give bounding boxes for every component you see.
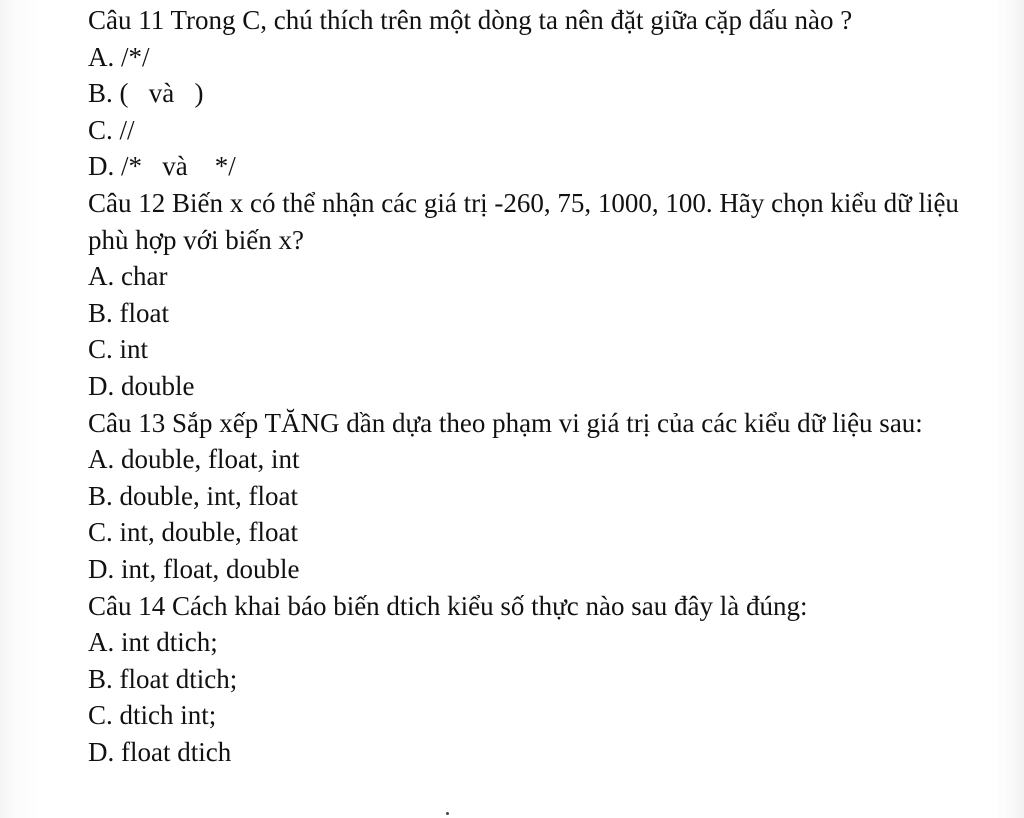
question-text: Câu 12 Biến x có thể nhận các giá trị -260, 75, 1000, 100. Hãy chọn kiểu dữ liệu phù hợp với biến x? — [88, 187, 959, 255]
answer-option: C. int, double, float — [88, 517, 298, 548]
answer-option: B. float — [88, 297, 169, 328]
answer-option: C. dtich int; — [88, 700, 217, 731]
question-block — [88, 405, 988, 588]
answer-option: D. double — [88, 370, 195, 401]
answer-option: A. /*/ — [88, 41, 150, 72]
page-mark — [446, 812, 449, 815]
answer-option: D. int, float, double — [88, 553, 300, 584]
answer-option: A. char — [88, 261, 168, 292]
answer-option: C. int — [88, 334, 149, 365]
quiz-content — [88, 2, 988, 770]
answer-option: B. float dtich; — [88, 663, 238, 694]
answer-option: B. double, int, float — [88, 480, 298, 511]
question-block — [88, 588, 988, 771]
question-text: Câu 14 Cách khai báo biến dtich kiểu số thực nào sau đây là đúng: — [88, 590, 808, 621]
answer-option: D. float dtich — [88, 736, 232, 767]
answer-option: D. /* và */ — [88, 151, 236, 182]
question-block — [88, 185, 988, 405]
question-text: Câu 11 Trong C, chú thích trên một dòng ta nên đặt giữa cặp dấu nào ? — [88, 5, 853, 35]
answer-option: A. int dtich; — [88, 627, 218, 658]
question-block — [88, 2, 988, 185]
answer-option: B. ( và ) — [88, 78, 204, 109]
question-text: Câu 13 Sắp xếp TĂNG dần dựa theo phạm vi giá trị của các kiểu dữ liệu sau: — [88, 407, 923, 438]
answer-option: A. double, float, int — [88, 444, 300, 475]
answer-option: C. // — [88, 114, 135, 145]
